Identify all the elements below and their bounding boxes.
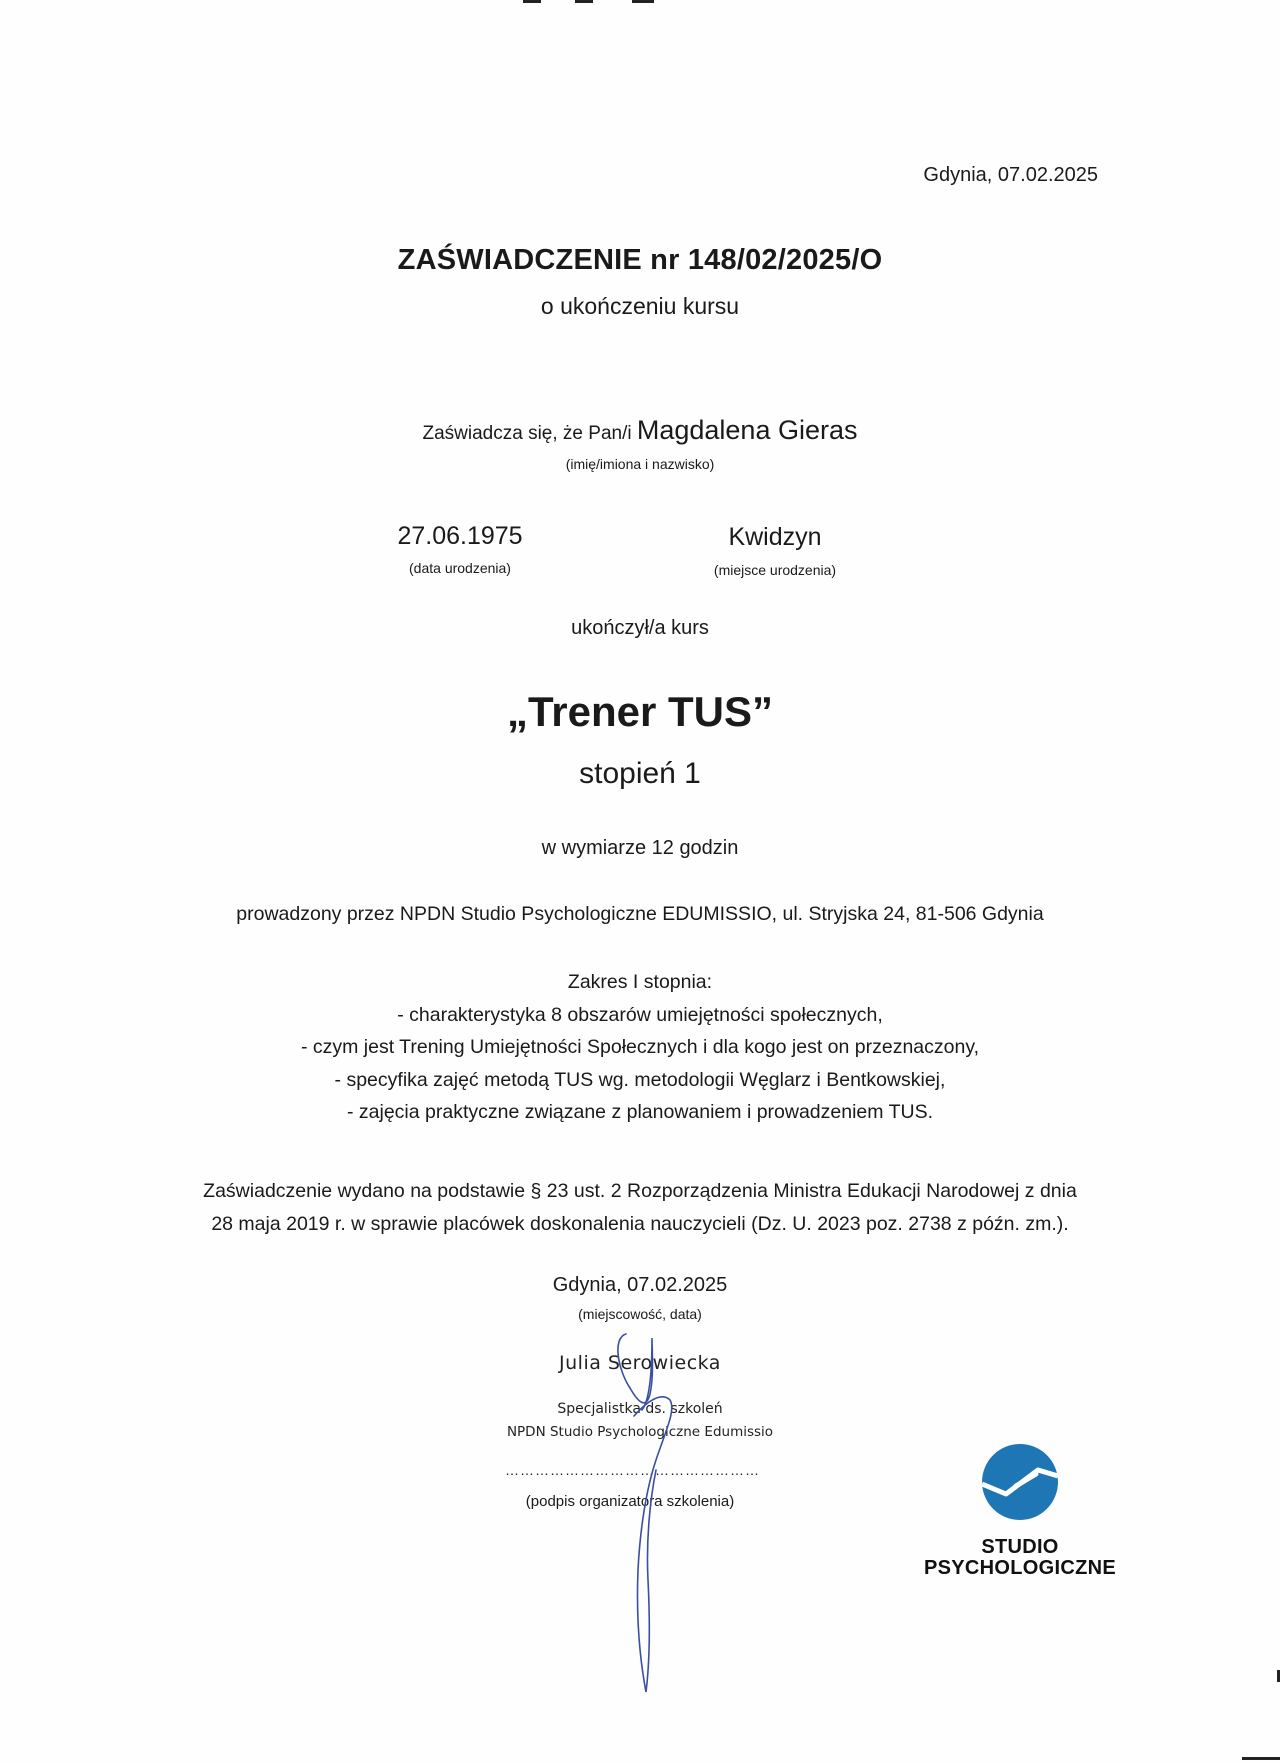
birth-place-caption: (miejsce urodzenia) [713, 562, 837, 578]
scope-heading: Zakres I stopnia: [567, 971, 713, 993]
studio-logo [920, 1440, 1120, 1579]
scan-artifact [1242, 1757, 1280, 1760]
scan-artifact [523, 0, 541, 3]
stamp-organization: NPDN Studio Psychologiczne Edumissio [506, 1424, 774, 1440]
course-hours: w wymiarze 12 godzin [541, 837, 739, 859]
legal-basis-line: 28 maja 2019 r. w sprawie placówek doskonalenia nauczycieli (Dz. U. 2023 poz. 2738 z późn. zm.). [211, 1213, 1069, 1235]
issue-place-date: Gdynia, 07.02.2025 [923, 164, 1098, 186]
signature-stroke [618, 1334, 672, 1692]
birth-date: 27.06.1975 [397, 522, 523, 550]
certify-prefix: Zaświadcza się, że Pan/i [422, 423, 637, 444]
completed-label: ukończył/a kurs [571, 617, 709, 639]
legal-basis [0, 1175, 1280, 1241]
birth-date-caption: (data urodzenia) [409, 560, 511, 576]
signature-line: …………………………………………… [505, 1462, 760, 1478]
scope-item: - charakterystyka 8 obszarów umiejętności społecznych, [397, 1003, 883, 1026]
course-name: „Trener TUS” [506, 688, 774, 735]
stamp-signer-name: Julia Serowiecka [559, 1352, 721, 1374]
logo-line-1: STUDIO [981, 1536, 1059, 1558]
signing-place-date-caption: (miejscowość, data) [578, 1306, 702, 1322]
signing-place-date: Gdynia, 07.02.2025 [552, 1274, 728, 1296]
scope-section [0, 966, 1280, 1129]
scope-item: - zajęcia praktyczne związane z planowaniem i prowadzeniem TUS. [347, 1101, 933, 1123]
certificate-subtitle: o ukończeniu kursu [540, 293, 740, 319]
handshake-circle-icon [920, 1440, 1120, 1524]
certification-statement [0, 415, 1280, 446]
handwritten-signature [590, 1330, 700, 1710]
scope-item: - czym jest Trening Umiejętności Społecznych i dla kogo jest on przeznaczony, [300, 1036, 980, 1058]
birth-place: Kwidzyn [728, 523, 822, 551]
scope-item: - specyfika zajęć metodą TUS wg. metodologii Węglarz i Bentkowskiej, [334, 1068, 946, 1091]
legal-basis-line: Zaświadczenie wydano na podstawie § 23 ust. 2 Rozporządzenia Ministra Edukacji Narodowej z dnia [203, 1180, 1077, 1202]
scan-artifact [632, 0, 654, 3]
stamp-signer-role: Specjalistka ds. szkoleń [557, 1401, 723, 1417]
participant-name: Magdalena Gieras [636, 415, 858, 445]
course-level: stopień 1 [579, 757, 701, 790]
name-caption: (imię/imiona i nazwisko) [565, 456, 715, 472]
course-provider: prowadzony przez NPDN Studio Psychologiczne EDUMISSIO, ul. Stryjska 24, 81-506 Gdynia [236, 903, 1044, 925]
logo-line-2: PSYCHOLOGICZNE [924, 1557, 1116, 1579]
scan-artifact [575, 0, 593, 3]
certificate-title: ZAŚWIADCZENIE nr 148/02/2025/O [397, 244, 883, 276]
signature-caption: (podpis organizatora szkolenia) [525, 1493, 735, 1510]
